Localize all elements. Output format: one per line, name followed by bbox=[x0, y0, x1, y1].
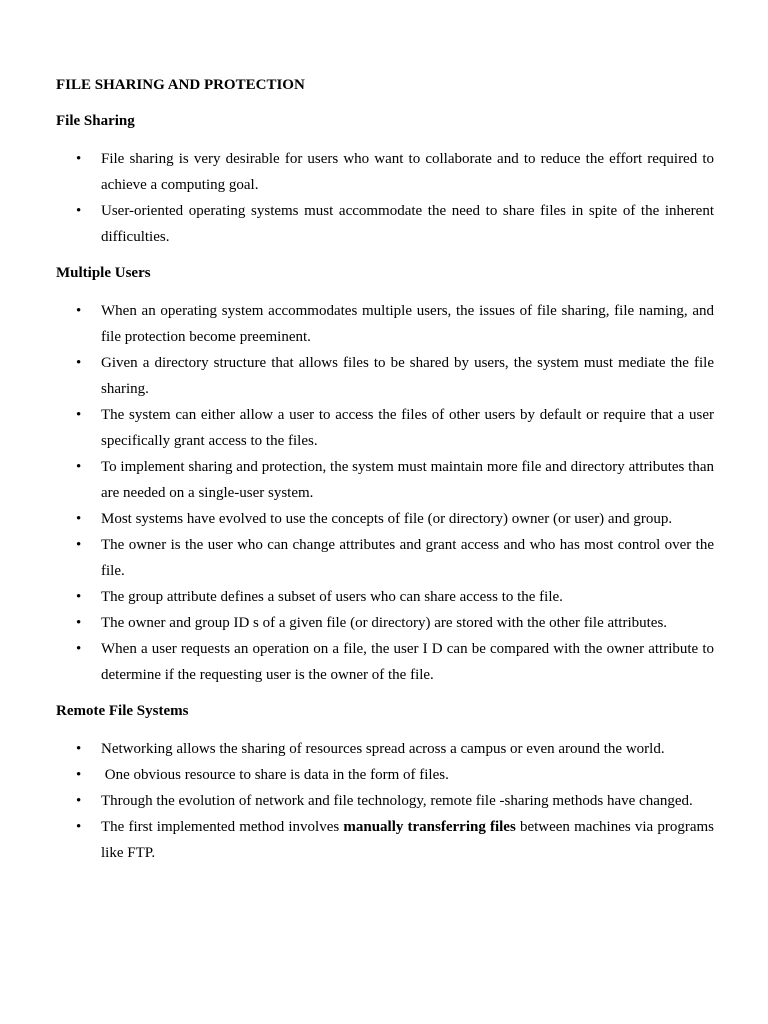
bullet-icon: • bbox=[76, 793, 82, 809]
remote-file-systems-list bbox=[56, 736, 718, 866]
bullet-icon: • bbox=[76, 819, 82, 835]
list-item: • Most systems have evolved to use the concepts of file (or directory) owner (or user) and group. bbox=[56, 506, 714, 532]
list-item: • To implement sharing and protection, the system must maintain more file and directory attributes than are needed on a single-user system. bbox=[56, 454, 714, 506]
list-item: • The system can either allow a user to access the files of other users by default or require that a user specifically grant access to the files. bbox=[56, 402, 714, 454]
bullet-icon: • bbox=[76, 407, 82, 423]
section-heading-file-sharing: File Sharing bbox=[56, 113, 135, 129]
section-heading-remote-file-systems: Remote File Systems bbox=[56, 703, 189, 719]
list-item: • User-oriented operating systems must accommodate the need to share files in spite of the inherent difficulties. bbox=[56, 198, 714, 250]
list-item: • When an operating system accommodates multiple users, the issues of file sharing, file naming, and file protection become preeminent. bbox=[56, 298, 714, 350]
bullet-icon: • bbox=[76, 459, 82, 475]
multiple-users-list bbox=[56, 298, 714, 688]
list-item: • The owner is the user who can change attributes and grant access and who has most control over the file. bbox=[56, 532, 714, 584]
list-item: • The group attribute defines a subset of users who can share access to the file. bbox=[56, 584, 714, 610]
bullet-icon: • bbox=[76, 767, 82, 783]
emphasis-text: manually transferring files bbox=[343, 819, 516, 835]
bullet-icon: • bbox=[76, 615, 82, 631]
list-item: • Through the evolution of network and file technology, remote file -sharing methods have changed. bbox=[56, 788, 714, 814]
item-text-before: The first implemented method involves bbox=[101, 819, 344, 835]
list-item: • File sharing is very desirable for users who want to collaborate and to reduce the effort required to achieve a computing goal. bbox=[56, 146, 714, 198]
bullet-icon: • bbox=[76, 741, 82, 757]
section-heading-multiple-users: Multiple Users bbox=[56, 265, 151, 281]
bullet-icon: • bbox=[76, 537, 82, 553]
bullet-icon: • bbox=[76, 641, 82, 657]
bullet-icon: • bbox=[76, 511, 82, 527]
bullet-icon: • bbox=[76, 355, 82, 371]
document-title: FILE SHARING AND PROTECTION bbox=[56, 77, 305, 93]
bullet-icon: • bbox=[76, 589, 82, 605]
bullet-icon: • bbox=[76, 203, 82, 219]
file-sharing-list bbox=[56, 146, 714, 250]
list-item bbox=[56, 814, 718, 866]
bullet-icon: • bbox=[76, 151, 82, 167]
list-item: • Networking allows the sharing of resources spread across a campus or even around the world. bbox=[56, 736, 714, 762]
bullet-icon: • bbox=[76, 303, 82, 319]
document-page bbox=[56, 74, 718, 878]
list-item: • The owner and group ID s of a given file (or directory) are stored with the other file attributes. bbox=[56, 610, 714, 636]
list-item: • Given a directory structure that allows files to be shared by users, the system must mediate the file sharing. bbox=[56, 350, 714, 402]
list-item: • When a user requests an operation on a file, the user I D can be compared with the owner attribute to determine if the requesting user is the owner of the file. bbox=[56, 636, 714, 688]
item-text-after: between machines via programs like FTP. bbox=[101, 819, 718, 861]
list-item: • One obvious resource to share is data in the form of files. bbox=[56, 762, 714, 788]
